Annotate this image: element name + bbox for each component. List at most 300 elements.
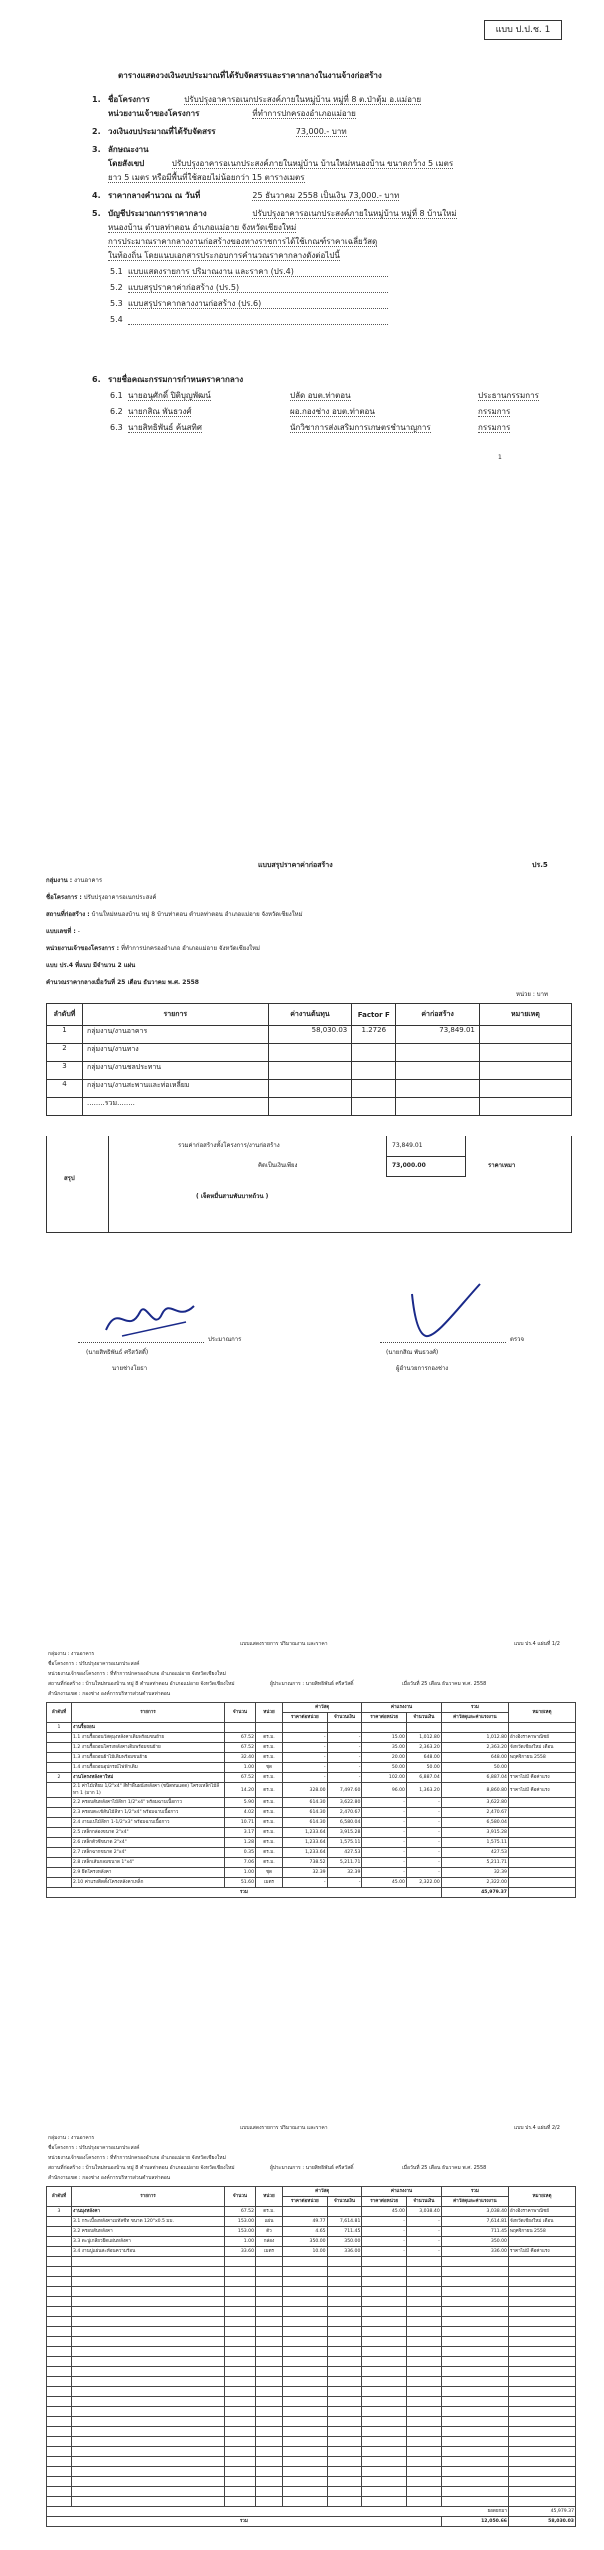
blank-cell (256, 2337, 283, 2347)
row-qty: 67.52 (225, 1733, 256, 1743)
item-value: ในท้องถิ่น โดยแนบเอกสารประกอบการคำนวณราคากลางดังต่อไปนี้ (108, 251, 340, 260)
blank-cell (283, 2457, 328, 2467)
blank-cell (47, 2497, 72, 2507)
blank-cell (362, 2257, 407, 2267)
location-value: บ้านใหม่หนองบ้าน หมู่ 8 บ้านท่าตอน ตำบลท่าตอน อำเภอแม่อาย จังหวัดเชียงใหม่ (91, 911, 303, 918)
row-item: 2.1 ค่าไม้เทียม 1/2"x4" สีทำพื้นผนังหลังคา (ชนิดทนแดด) โครงเหล็กไม้ลีหา 1 (มาก 1) (72, 1783, 225, 1798)
blank-cell (327, 2297, 362, 2307)
row-total: 2,470.67 (441, 1808, 508, 1818)
row-labor-unit-price: 50.00 (362, 1763, 407, 1773)
blank-cell (362, 2377, 407, 2387)
row-material-unit-price: 1,233.64 (283, 1838, 328, 1848)
blank-cell (72, 2267, 225, 2277)
blank-cell (47, 2447, 72, 2457)
item-value: การประมาณราคากลางงานก่อสร้างของทางราชการได้ใช้เกณฑ์ราคาเฉลี่ยวัสดุ (108, 237, 378, 246)
row-item: 3.3 ตะปูเกลียวยึดแผ่นหลังคา (72, 2237, 225, 2247)
sum-unit: ราคาเหมา (488, 1162, 516, 1169)
blank-cell (406, 2377, 441, 2387)
blank-cell (225, 2337, 256, 2347)
row-labor-amount: - (406, 1858, 441, 1868)
attachment-value: แบบสรุปราคากลางงานก่อสร้าง (ปร.6) (128, 300, 388, 309)
blank-cell (327, 2457, 362, 2467)
blank-cell (225, 2287, 256, 2297)
total-row (47, 2517, 576, 2527)
committee-role: กรรมการ (478, 407, 511, 416)
row-number (47, 1858, 72, 1868)
blank-cell (327, 2347, 362, 2357)
item-value: 25 ธันวาคม 2558 เป็นเงิน 73,000.- บาท (252, 191, 400, 200)
table-subheader: ราคาต่อหน่วย (362, 1713, 407, 1723)
row-factor (352, 1098, 396, 1116)
row-labor-unit-price: - (362, 1868, 407, 1878)
row-unit: ตร.ม. (256, 1798, 283, 1808)
blank-cell (441, 2487, 508, 2497)
row-material-unit-price: 32.39 (283, 1868, 328, 1878)
row-note (508, 1818, 575, 1828)
blank-cell (362, 2457, 407, 2467)
blank-cell (327, 2337, 362, 2347)
row-labor-unit-price: 102.00 (362, 1773, 407, 1783)
blank-cell (508, 2387, 575, 2397)
row-cost (268, 1044, 352, 1062)
blank-cell (508, 2397, 575, 2407)
blank-row (47, 2487, 576, 2497)
row-note (508, 1798, 575, 1808)
page-number: 1 (498, 454, 502, 461)
blank-cell (72, 2467, 225, 2477)
signature-line-right (380, 1342, 506, 1343)
blank-cell (508, 2287, 575, 2297)
row-labor-amount: 6,887.04 (406, 1773, 441, 1783)
signature-left (98, 1292, 208, 1344)
blank-cell (47, 2287, 72, 2297)
row-note (479, 1044, 571, 1062)
row-qty: 51.60 (225, 1878, 256, 1888)
table-row (47, 1858, 576, 1868)
row-note (508, 1878, 575, 1888)
row-note: จังหวัดเชียงใหม่ เดือน (508, 2217, 575, 2227)
blank-cell (283, 2447, 328, 2457)
row-qty: 67.52 (225, 1743, 256, 1753)
blank-cell (72, 2457, 225, 2467)
blank-cell (256, 2427, 283, 2437)
blank-row (47, 2407, 576, 2417)
table-header: รายการ (72, 1703, 225, 1723)
blank-cell (362, 2287, 407, 2297)
row-note (508, 1808, 575, 1818)
row-note (479, 1026, 571, 1044)
row-total: 711.45 (441, 2227, 508, 2237)
item-label: บัญชีประมาณการราคากลาง (108, 209, 207, 218)
blank-cell (508, 2427, 575, 2437)
row-factor (352, 1080, 396, 1098)
row-labor-amount: - (406, 1808, 441, 1818)
committee-heading: รายชื่อคณะกรรมการกำหนดราคากลาง (108, 375, 244, 384)
row-qty: 1.00 (225, 1868, 256, 1878)
forms-attached: แบบ ปร.4 ที่แนบ มีจำนวน 2 แผ่น (46, 962, 136, 969)
row-number (47, 1763, 72, 1773)
table-header: หน่วย (256, 2187, 283, 2207)
row-labor-amount: - (406, 1818, 441, 1828)
estimator: ผู้ประมาณการ : นายสิทธิพันธ์ ศรีสวัสดิ์ (270, 2165, 354, 2171)
row-labor-unit-price: - (362, 1848, 407, 1858)
blank-cell (406, 2457, 441, 2467)
owner: หน่วยงานเจ้าของโครงการ : ที่ทำการปกครองอำเภอ อำเภอแม่อาย จังหวัดเชียงใหม่ (48, 1671, 226, 1677)
row-note (479, 1062, 571, 1080)
project: ชื่อโครงการ : ปรับปรุงอาคารอเนกประสงค์ (48, 2145, 140, 2151)
owner-value: ที่ทำการปกครองอำเภอ อำเภอแม่อาย จังหวัดเชียงใหม่ (120, 945, 261, 952)
row-total (396, 1044, 480, 1062)
row-number: 3 (47, 2207, 72, 2217)
blank-cell (327, 2277, 362, 2287)
row-item: งานรื้อถอน (72, 1723, 225, 1733)
blank-cell (441, 2277, 508, 2287)
blank-cell (256, 2257, 283, 2267)
blank-cell (441, 2407, 508, 2417)
blank-cell (362, 2367, 407, 2377)
blank-cell (225, 2357, 256, 2367)
row-item: 1.2 งานรื้อถอนโครงหลังคาเดิมพร้อมขนย้าย (72, 1743, 225, 1753)
table-header: หมายเหตุ (479, 1004, 571, 1026)
group-value: งานอาคาร (74, 877, 103, 884)
blank-cell (256, 2467, 283, 2477)
row-labor-unit-price: - (362, 1828, 407, 1838)
row-number: 2 (47, 1044, 83, 1062)
blank-cell (441, 2347, 508, 2357)
row-note: พฤศจิกายน 2558 (508, 1753, 575, 1763)
table-header: ค่าแรงงาน (362, 1703, 441, 1713)
row-material-unit-price: 614.30 (283, 1808, 328, 1818)
blank-cell (441, 2297, 508, 2307)
row-item: 2.8 เหล็กเส้นกลมขนาด 1"x4" (72, 1858, 225, 1868)
row-labor-unit-price: 45.00 (362, 1878, 407, 1888)
row-item: 1.1 งานรื้อถอนวัสดุมุงหลังคาเดิมพร้อมขนย้าย (72, 1733, 225, 1743)
row-qty: 67.52 (225, 2207, 256, 2217)
row-note (508, 1723, 575, 1733)
row-number (47, 2227, 72, 2237)
blank-cell (441, 2397, 508, 2407)
row-labor-unit-price: 20.00 (362, 1753, 407, 1763)
row-material-amount: 336.00 (327, 2247, 362, 2257)
row-total: 3,915.28 (441, 1828, 508, 1838)
row-note: ราคาไม่มี คือค่าแรง (508, 1783, 575, 1798)
blank-cell (256, 2267, 283, 2277)
row-number (47, 1098, 83, 1116)
row-material-unit-price: 4.65 (283, 2227, 328, 2237)
blank-cell (406, 2437, 441, 2447)
blank-cell (225, 2377, 256, 2387)
blank-cell (72, 2337, 225, 2347)
attachment-number: 5.2 (110, 283, 123, 292)
blank-cell (327, 2427, 362, 2437)
summary-box (46, 1136, 572, 1233)
page-title: ตารางแสดงวงเงินงบประมาณที่ได้รับจัดสรรและราคากลางในงานจ้างก่อสร้าง (118, 71, 382, 80)
form-code: แบบ ปร.4 แผ่นที่ 1/2 (514, 1641, 560, 1647)
blank-cell (72, 2257, 225, 2267)
blank-row (47, 2477, 576, 2487)
item-label: โดยสังเขป (108, 159, 145, 168)
row-unit: เมตร (256, 1878, 283, 1888)
attachment-number: 5.1 (110, 267, 123, 276)
row-unit: เมตร (256, 2247, 283, 2257)
blank-cell (47, 2377, 72, 2387)
row-material-amount: 350.00 (327, 2237, 362, 2247)
blank-cell (72, 2387, 225, 2397)
row-total: 5,211.71 (441, 1858, 508, 1868)
row-total: 2,322.00 (441, 1878, 508, 1888)
summary-hline (386, 1156, 466, 1157)
table-header: ค่างานต้นทุน (268, 1004, 352, 1026)
row-note (479, 1080, 571, 1098)
blank-cell (362, 2397, 407, 2407)
blank-cell (327, 2287, 362, 2297)
row-total: 3,622.80 (441, 1798, 508, 1808)
item-value: ปรับปรุงอาคารอเนกประสงค์ภายในหมู่บ้าน บ้านใหม่หนองบ้าน ขนาดกว้าง 5 เมตร (171, 159, 454, 168)
blank-cell (72, 2317, 225, 2327)
blank-cell (362, 2297, 407, 2307)
row-qty: 3.17 (225, 1828, 256, 1838)
row-material-unit-price: 614.30 (283, 1798, 328, 1808)
project-label: ชื่อโครงการ : (46, 894, 82, 901)
signature-right (400, 1278, 490, 1344)
row-factor (352, 1044, 396, 1062)
blank-cell (406, 2477, 441, 2487)
row-cost (268, 1062, 352, 1080)
table-subheader: จำนวนเงิน (406, 1713, 441, 1723)
blank-cell (441, 2447, 508, 2457)
total-note: 58,030.03 (508, 2517, 575, 2527)
blank-cell (47, 2487, 72, 2497)
row-qty: 5.90 (225, 1798, 256, 1808)
table-header: หมายเหตุ (508, 1703, 575, 1723)
blank-cell (72, 2497, 225, 2507)
blank-cell (256, 2287, 283, 2297)
row-cost (268, 1080, 352, 1098)
owner: หน่วยงานเจ้าของโครงการ : ที่ทำการปกครองอำเภอ อำเภอแม่อาย จังหวัดเชียงใหม่ (48, 2155, 226, 2161)
row-item: 3.4 งานปูแผ่นสะท้อนความร้อน (72, 2247, 225, 2257)
blank-cell (327, 2377, 362, 2387)
office: สำนักงานเขต : กองช่าง องค์การบริหารส่วนตำบลท่าตอน (48, 2175, 171, 2181)
blank-cell (283, 2327, 328, 2337)
row-unit: ตัว (256, 2227, 283, 2237)
blank-cell (327, 2417, 362, 2427)
blank-cell (72, 2417, 225, 2427)
row-total: 50.00 (441, 1763, 508, 1773)
table-subheader: จำนวนเงิน (406, 2197, 441, 2207)
item-value: หนองบ้าน ตำบลท่าตอน อำเภอแม่อาย จังหวัดเชียงใหม่ (108, 223, 297, 232)
blank-cell (327, 2267, 362, 2277)
blank-cell (508, 2267, 575, 2277)
sum-value-rounded: 73,000.00 (392, 1162, 426, 1169)
blank-cell (283, 2367, 328, 2377)
table-subheader: ราคาต่อหน่วย (283, 1713, 328, 1723)
header-row (47, 1703, 576, 1713)
row-number (47, 1848, 72, 1858)
blank-row (47, 2447, 576, 2457)
blank-cell (441, 2457, 508, 2467)
table-row (47, 1878, 576, 1888)
blank-cell (406, 2287, 441, 2297)
blank-cell (406, 2277, 441, 2287)
blank-cell (327, 2397, 362, 2407)
row-item: 2.6 เหล็กตัวซีขนาด 2"x4" (72, 1838, 225, 1848)
blank-cell (256, 2277, 283, 2287)
blank-cell (47, 2337, 72, 2347)
blank-cell (256, 2367, 283, 2377)
blank-cell (283, 2477, 328, 2487)
row-labor-amount: - (406, 2237, 441, 2247)
row-number: 1 (47, 1723, 72, 1733)
blank-cell (47, 2317, 72, 2327)
blank-cell (327, 2477, 362, 2487)
total-row (47, 1888, 576, 1898)
sign-right-title: ผู้อำนวยการกองช่าง (396, 1365, 449, 1372)
blank-cell (508, 2477, 575, 2487)
blank-cell (225, 2457, 256, 2467)
row-total: 6,887.04 (441, 1773, 508, 1783)
blank-cell (406, 2387, 441, 2397)
bill-of-quantities-table (46, 1702, 576, 1898)
total-label: รวม (47, 2517, 442, 2527)
row-qty: 33.60 (225, 2247, 256, 2257)
blank-cell (406, 2487, 441, 2497)
table-header: ค่าวัสดุ (283, 2187, 362, 2197)
row-labor-unit-price: - (362, 2217, 407, 2227)
blank-row (47, 2467, 576, 2477)
blank-cell (47, 2477, 72, 2487)
sign-left-name: (นายสิทธิพันธ์ ศรีสวัสดิ์) (86, 1349, 149, 1356)
row-number (47, 1743, 72, 1753)
blank-cell (441, 2287, 508, 2297)
blank-cell (256, 2397, 283, 2407)
row-material-amount: 7,614.81 (327, 2217, 362, 2227)
table-subheader: ค่าวัสดุและค่าแรงงาน (441, 1713, 508, 1723)
blank-cell (362, 2447, 407, 2457)
row-labor-unit-price (362, 1723, 407, 1733)
item-label: หน่วยงานเจ้าของโครงการ (108, 109, 200, 118)
row-note (508, 1763, 575, 1773)
row-note (508, 1838, 575, 1848)
blank-cell (362, 2387, 407, 2397)
blank-row (47, 2347, 576, 2357)
row-labor-unit-price: 45.00 (362, 2207, 407, 2217)
blank-cell (362, 2407, 407, 2417)
total-label: รวม (47, 1888, 442, 1898)
blank-row (47, 2427, 576, 2437)
row-labor-amount: - (406, 1848, 441, 1858)
row-unit: แผ่น (256, 2217, 283, 2227)
blank-cell (47, 2397, 72, 2407)
blank-cell (327, 2327, 362, 2337)
table-row (47, 1818, 576, 1828)
row-labor-amount: - (406, 1838, 441, 1848)
blank-cell (225, 2477, 256, 2487)
table-row (47, 2247, 576, 2257)
row-note (479, 1098, 571, 1116)
blank-cell (362, 2357, 407, 2367)
blank-cell (72, 2487, 225, 2497)
table-row (47, 1080, 572, 1098)
page-pr4-sheet-2 (0, 2090, 604, 2550)
blank-cell (225, 2327, 256, 2337)
row-qty: 153.00 (225, 2227, 256, 2237)
blank-cell (225, 2267, 256, 2277)
item-number: 1. (92, 95, 101, 104)
table-header: ค่าแรงงาน (362, 2187, 441, 2197)
row-cost: 58,030.03 (268, 1026, 352, 1044)
blank-cell (225, 2417, 256, 2427)
blank-cell (256, 2447, 283, 2457)
row-material-unit-price: - (283, 1763, 328, 1773)
blank-cell (47, 2427, 72, 2437)
row-qty: 10.71 (225, 1818, 256, 1828)
table-header: รายการ (82, 1004, 268, 1026)
blank-cell (72, 2327, 225, 2337)
summary-table (46, 1003, 572, 1116)
blank-cell (256, 2387, 283, 2397)
blank-cell (406, 2467, 441, 2477)
committee-number: 6.1 (110, 391, 123, 400)
blank-cell (47, 2387, 72, 2397)
blank-cell (362, 2417, 407, 2427)
row-number (47, 1798, 72, 1808)
row-material-amount: - (327, 1743, 362, 1753)
group-label: กลุ่มงาน : (46, 877, 73, 884)
page-title: แบบแสดงรายการ ปริมาณงาน และราคา (240, 2125, 328, 2131)
row-material-unit-price: 614.30 (283, 1818, 328, 1828)
blank-cell (362, 2337, 407, 2347)
sign-left-role: ประมาณการ (208, 1336, 242, 1343)
row-unit: ตร.ม. (256, 2207, 283, 2217)
attachment-value (128, 316, 388, 325)
blank-cell (362, 2267, 407, 2277)
blank-cell (406, 2337, 441, 2347)
blank-cell (327, 2467, 362, 2477)
row-item: 2.9 ยึดโครงหลังคา (72, 1868, 225, 1878)
row-unit: ตร.ม. (256, 1808, 283, 1818)
blank-cell (283, 2297, 328, 2307)
table-header: จำนวน (225, 1703, 256, 1723)
table-header: ค่าวัสดุ (283, 1703, 362, 1713)
blank-cell (47, 2467, 72, 2477)
item-label: ราคากลางคำนวณ ณ วันที่ (108, 191, 201, 200)
row-item: 1.3 งานรื้อถอนฝ้าไม้เดิมพร้อมขนย้าย (72, 1753, 225, 1763)
attachment-number: 5.4 (110, 315, 123, 324)
item-value: ปรับปรุงอาคารอเนกประสงค์ภายในหมู่บ้าน หมู่ที่ 8 บ้านใหม่ (252, 209, 457, 218)
blank-cell (47, 2267, 72, 2277)
row-labor-amount: 648.00 (406, 1753, 441, 1763)
row-material-amount (327, 2207, 362, 2217)
page-ppch1 (0, 0, 604, 470)
blank-cell (283, 2357, 328, 2367)
table-header: ลำดับที่ (47, 1004, 83, 1026)
row-labor-unit-price: - (362, 1818, 407, 1828)
row-note: อ้างอิงราคาพาณิชย์ (508, 2207, 575, 2217)
blank-cell (225, 2497, 256, 2507)
blank-cell (256, 2407, 283, 2417)
table-header: หน่วย (256, 1703, 283, 1723)
row-item: กลุ่มงาน/งานทาง (82, 1044, 268, 1062)
row-labor-amount: - (406, 2227, 441, 2237)
blank-cell (225, 2367, 256, 2377)
row-material-unit-price: 1,233.64 (283, 1828, 328, 1838)
blank-cell (72, 2397, 225, 2407)
blank-cell (406, 2367, 441, 2377)
table-row (47, 1783, 576, 1798)
blank-cell (441, 2327, 508, 2337)
row-material-amount: 7,497.60 (327, 1783, 362, 1798)
blank-cell (508, 2497, 575, 2507)
